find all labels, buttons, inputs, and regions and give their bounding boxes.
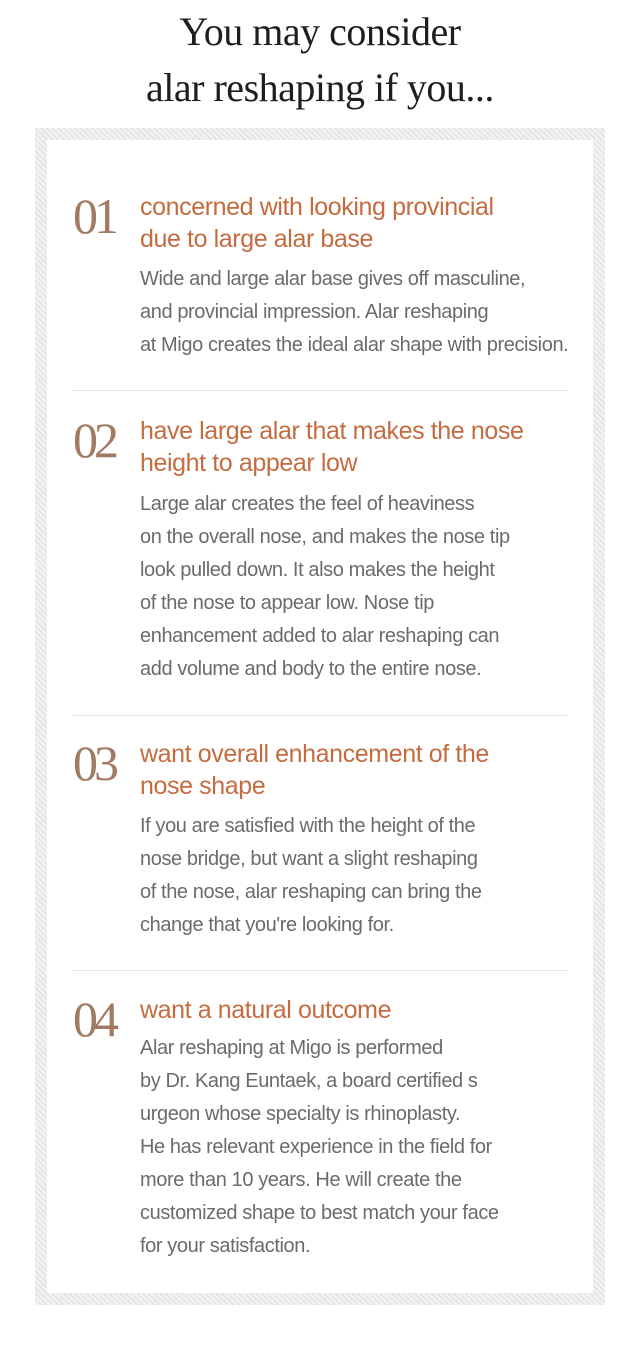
item-description-line: for your satisfaction.: [140, 1235, 311, 1257]
item-description-line: nose bridge, but want a slight reshaping: [140, 848, 478, 870]
item-title-line: have large alar that makes the nose: [140, 417, 524, 445]
item-number: 03: [73, 735, 115, 791]
item-description-line: add volume and body to the entire nose.: [140, 658, 482, 680]
item-description-line: at Migo creates the ideal alar shape with precision.: [140, 334, 569, 356]
item-description-line: customized shape to best match your face: [140, 1202, 499, 1224]
item-description-line: Large alar creates the feel of heaviness: [140, 493, 475, 515]
item-description: [140, 488, 590, 686]
item-title: [140, 191, 590, 255]
item-description: [140, 810, 590, 942]
item-description-line: more than 10 years. He will create the: [140, 1169, 462, 1191]
item-number: 02: [73, 412, 115, 468]
heading-line-2: alar reshaping if you...: [146, 65, 494, 110]
item-description-line: He has relevant experience in the field for: [140, 1136, 492, 1158]
item-number: 01: [73, 188, 115, 244]
divider: [73, 390, 567, 391]
item-description-line: urgeon whose specialty is rhinoplasty.: [140, 1103, 461, 1125]
item-title-line: height to appear low: [140, 449, 358, 477]
item-title-line: concerned with looking provincial: [140, 193, 494, 221]
divider: [73, 715, 567, 716]
item-description-line: on the overall nose, and makes the nose tip: [140, 526, 510, 548]
item-description: [140, 263, 590, 362]
item-title-line: want overall enhancement of the: [140, 740, 489, 768]
item-description-line: Wide and large alar base gives off masculine,: [140, 268, 526, 290]
item-description-line: change that you're looking for.: [140, 914, 394, 936]
item-title: [140, 994, 590, 1026]
item-description-line: Alar reshaping at Migo is performed: [140, 1037, 443, 1059]
item-title-line: nose shape: [140, 772, 266, 800]
item-title: [140, 738, 590, 802]
item-title-line: want a natural outcome: [140, 996, 392, 1024]
item-title: [140, 415, 590, 479]
item-title-line: due to large alar base: [140, 225, 374, 253]
item-description-line: and provincial impression. Alar reshaping: [140, 301, 489, 323]
divider: [73, 970, 567, 971]
heading-line-1: You may consider: [179, 9, 461, 54]
item-description-line: of the nose to appear low. Nose tip: [140, 592, 434, 614]
content-panel: [47, 140, 593, 1293]
item-description: [140, 1032, 590, 1263]
item-number: 04: [73, 991, 115, 1047]
item-description-line: of the nose, alar reshaping can bring the: [140, 881, 482, 903]
section-heading: [0, 4, 640, 116]
item-description-line: look pulled down. It also makes the height: [140, 559, 495, 581]
item-description-line: enhancement added to alar reshaping can: [140, 625, 500, 647]
item-description-line: If you are satisfied with the height of the: [140, 815, 476, 837]
content-frame: [35, 128, 605, 1305]
item-description-line: by Dr. Kang Euntaek, a board certified s: [140, 1070, 478, 1092]
